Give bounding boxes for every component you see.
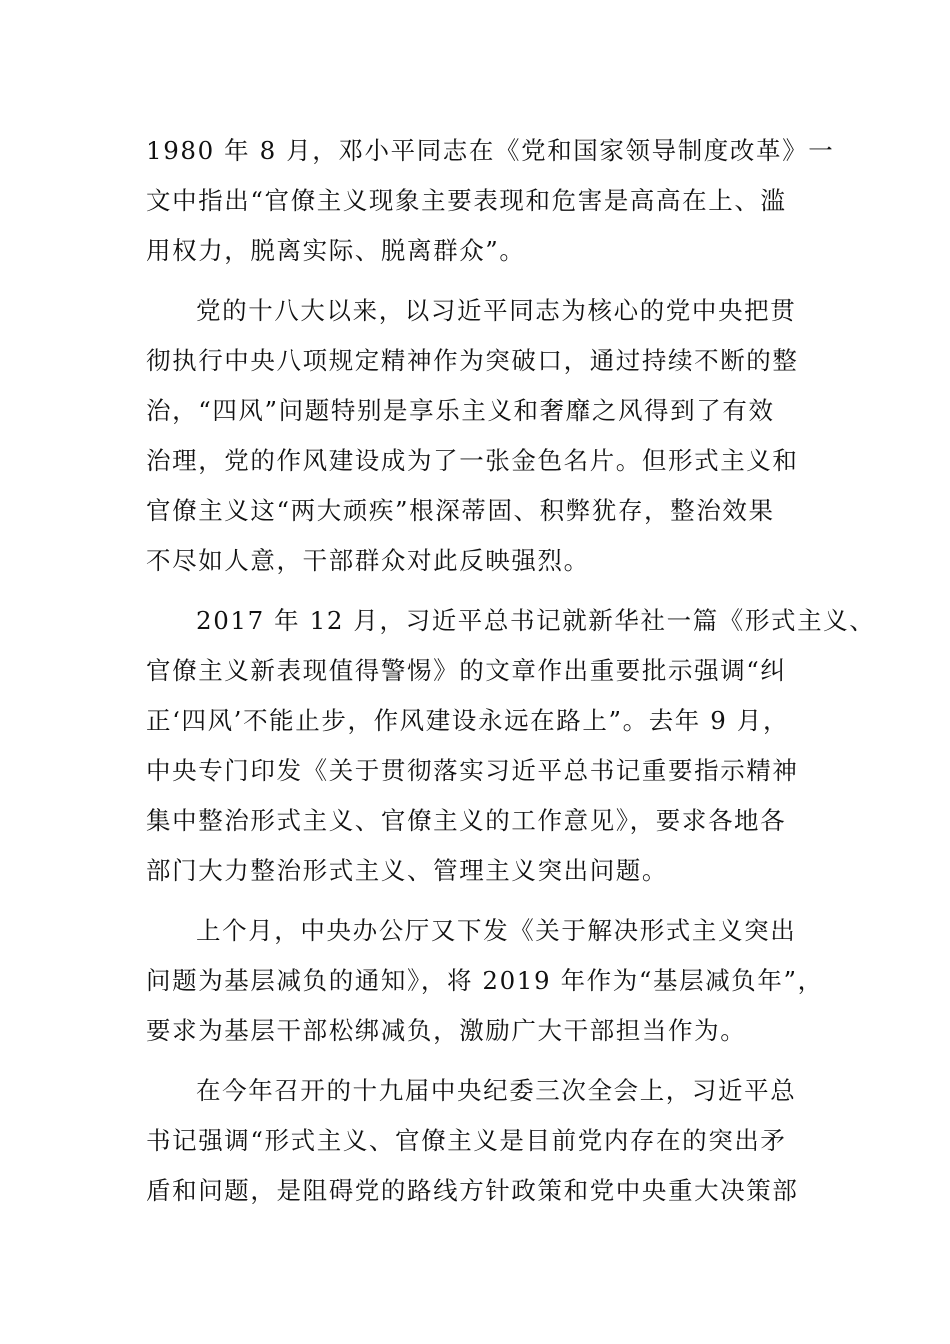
paragraph-4-line-2: 问题为基层减负的通知》，将 2019 年作为“基层减负年”， — [146, 966, 824, 995]
paragraph-5-line-1: 在今年召开的十九届中央纪委三次全会上，习近平总 — [196, 1076, 797, 1105]
paragraph-2-line-3: 治，“四风”问题特别是享乐主义和奢靡之风得到了有效 — [146, 396, 775, 425]
paragraph-1-line-3: 用权力，脱离实际、脱离群众”。 — [146, 236, 526, 265]
paragraph-4-line-3: 要求为基层干部松绑减负，激励广大干部担当作为。 — [146, 1016, 747, 1045]
paragraph-3-line-2: 官僚主义新表现值得警惕》的文章作出重要批示强调“纠 — [146, 656, 787, 685]
paragraph-1-line-2: 文中指出“官僚主义现象主要表现和危害是高高在上、滥 — [146, 186, 787, 215]
paragraph-4-line-1: 上个月，中央办公厅又下发《关于解决形式主义突出 — [196, 916, 797, 945]
paragraph-2-line-4: 治理，党的作风建设成为了一张金色名片。但形式主义和 — [146, 446, 799, 475]
paragraph-2-line-1: 党的十八大以来，以习近平同志为核心的党中央把贯 — [196, 296, 797, 325]
paragraph-3-line-1: 2017 年 12 月，习近平总书记就新华社一篇《形式主义、 — [196, 606, 876, 635]
paragraph-3-line-5: 集中整治形式主义、官僚主义的工作意见》，要求各地各 — [146, 806, 787, 835]
paragraph-5-line-2: 书记强调“形式主义、官僚主义是目前党内存在的突出矛 — [146, 1126, 787, 1155]
paragraph-3-line-6: 部门大力整治形式主义、管理主义突出问题。 — [146, 856, 668, 885]
paragraph-2-line-2: 彻执行中央八项规定精神作为突破口，通过持续不断的整 — [146, 346, 799, 375]
paragraph-3-line-4: 中央专门印发《关于贯彻落实习近平总书记重要指示精神 — [146, 756, 799, 785]
paragraph-1-line-1: 1980 年 8 月，邓小平同志在《党和国家领导制度改革》一 — [146, 136, 835, 165]
paragraph-2-line-6: 不尽如人意，干部群众对此反映强烈。 — [146, 546, 590, 575]
paragraph-2-line-5: 官僚主义这“两大顽疾”根深蒂固、积弊犹存，整治效果 — [146, 496, 775, 525]
paragraph-5-line-3: 盾和问题，是阻碍党的路线方针政策和党中央重大决策部 — [146, 1176, 799, 1205]
paragraph-3-line-3: 正‘四风’不能止步，作风建设永远在路上”。去年 9 月， — [146, 706, 790, 735]
